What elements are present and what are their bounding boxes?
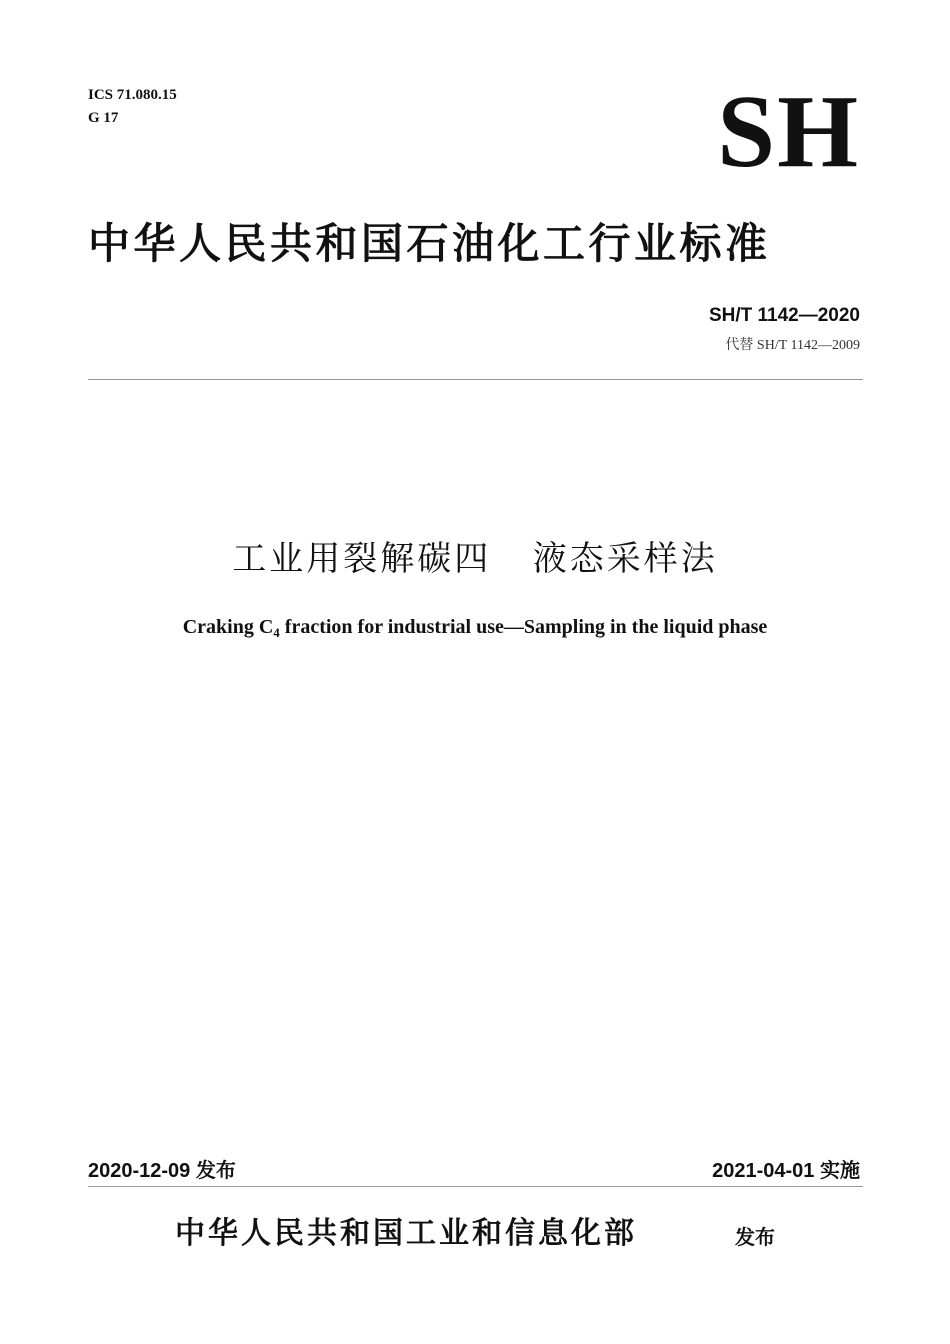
sh-logo: SH	[717, 74, 860, 189]
class-code: G 17	[88, 110, 119, 126]
document-title-en	[0, 614, 950, 646]
header-divider	[88, 379, 863, 380]
standard-title: 中华人民共和国石油化工行业标准	[88, 219, 771, 268]
classification-block	[88, 84, 177, 130]
ics-code: ICS 71.080.15	[88, 87, 177, 103]
document-title-cn: 工业用裂解碳四 液态采样法	[232, 539, 718, 579]
implementation-date: 2021-04-01 实施	[712, 1160, 860, 1182]
replaces-note: 代替 SH/T 1142—2009	[725, 338, 860, 353]
standard-code: SH/T 1142—2020	[708, 305, 860, 326]
issue-date: 2020-12-09 发布	[88, 1160, 236, 1182]
title-en-part1: Craking C	[182, 616, 274, 638]
publisher-name: 中华人民共和国工业和信息化部	[175, 1216, 637, 1251]
title-en-subscript: 4	[273, 625, 280, 640]
title-en-part2: fraction for industrial use—Sampling in the liquid phase	[279, 616, 768, 638]
publisher-suffix: 发布	[735, 1225, 775, 1249]
footer-divider	[88, 1186, 863, 1187]
